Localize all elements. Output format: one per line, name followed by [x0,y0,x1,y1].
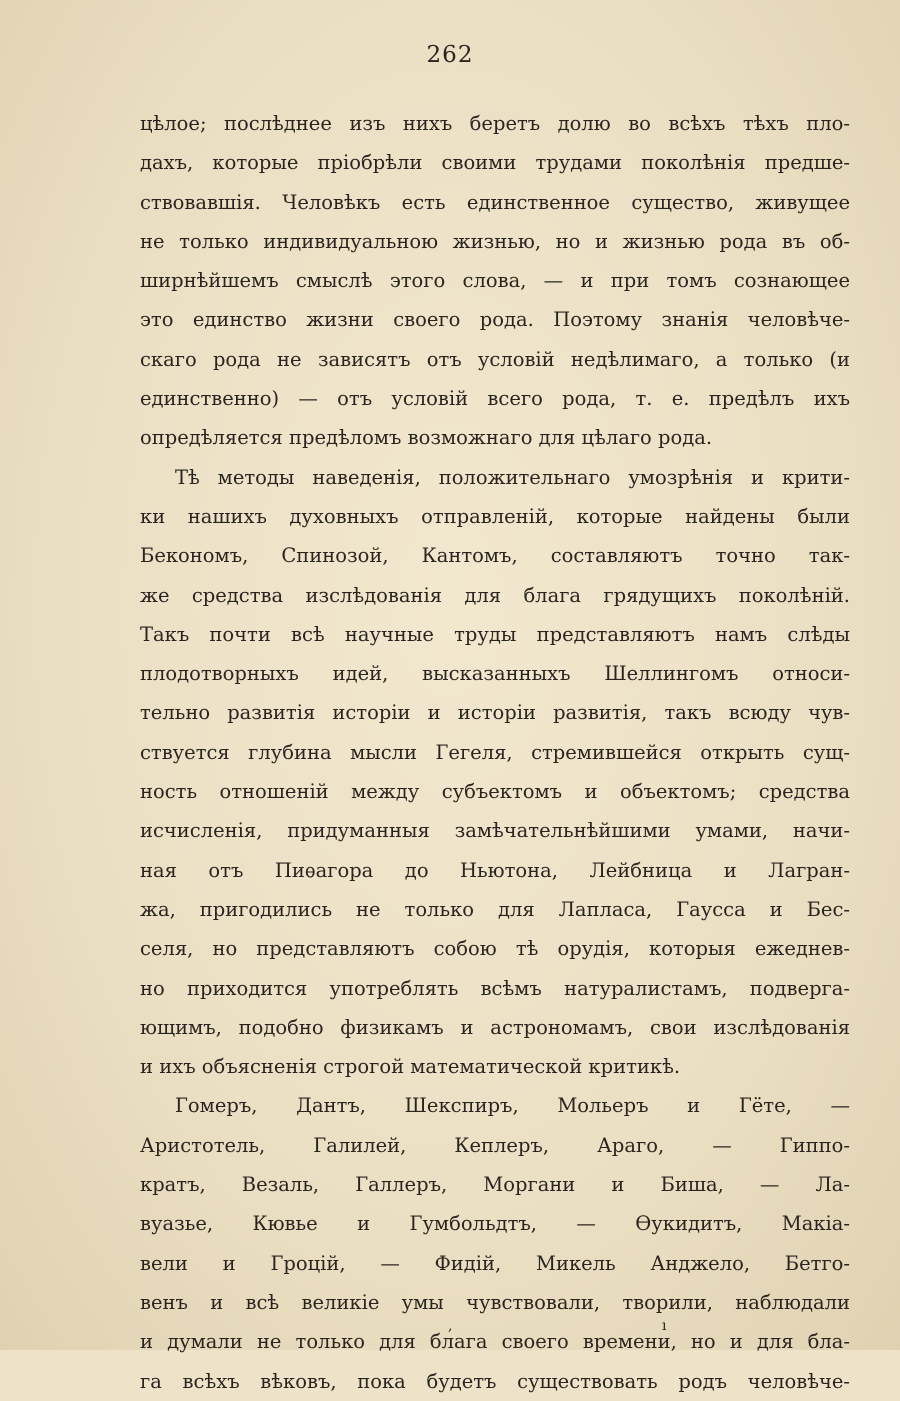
text-line: тельно развитія исторіи и исторіи развитія, такъ всюду чув- [140,701,850,725]
text-line: ствовавшія. Человѣкъ есть единственное существо, живущее [140,190,850,214]
paragraph-2 [140,458,850,1087]
text-line: Бекономъ, Спинозой, Кантомъ, составляютъ точно так- [140,544,850,568]
text-line: скаго рода не зависятъ отъ условій недѣлимаго, а только (и [140,347,850,371]
text-line: вели и Гроцій, — Фидій, Микель Анджело, Бетго- [140,1251,850,1275]
text-line: венъ и всѣ великіе умы чувствовали, творили, наблюдали [140,1290,850,1314]
text-line: ная отъ Пиѳагора до Ньютона, Лейбница и Лагран- [140,858,850,882]
text-line: опредѣляется предѣломъ возможнаго для цѣлаго рода. [140,426,713,450]
page-number: 262 [426,42,474,68]
text-line: жа, пригодились не только для Лапласа, Гаусса и Бес- [140,897,850,921]
text-line: Аристотель, Галилей, Кеплеръ, Араго, — Гиппо- [140,1133,850,1157]
text-line: же средства изслѣдованія для блага грядущихъ поколѣній. [140,583,850,607]
text-line: цѣлое; послѣднее изъ нихъ беретъ долю во всѣхъ тѣхъ пло- [140,112,850,135]
text-line: но приходится употреблять всѣмъ натуралистамъ, подверга- [140,976,850,1000]
text-line: не только индивидуальною жизнью, но и жизнью рода въ об- [140,229,850,253]
text-line: ющимъ, подобно физикамъ и астрономамъ, свои изслѣдованія [140,1015,850,1039]
text-line: исчисленія, придуманныя замѣчательнѣйшими умами, начи- [140,819,850,843]
text-line: и думали не только для блага своего времени, но и для бла- [140,1330,850,1354]
text-line: ширнѣйшемъ смыслѣ этого слова, — и при томъ сознающее [140,269,850,293]
paragraph-3 [140,1086,850,1400]
text-line: Тѣ методы наведенія, положительнаго умозрѣнія и крити- [175,465,850,489]
footer-mark: , [448,1318,453,1334]
text-line: ки нашихъ духовныхъ отправленій, которые найдены были [140,504,850,528]
text-line: га всѣхъ вѣковъ, пока будетъ существовать родъ человѣче- [140,1369,850,1393]
text-line: и ихъ объясненія строгой математической критикѣ. [140,1055,681,1079]
text-line: вуазье, Кювье и Гумбольдтъ, — Ѳукидитъ, Макіа- [140,1212,850,1236]
text-line: ствуется глубина мысли Гегеля, стремившейся открыть сущ- [140,740,850,764]
footer-mark: ı [662,1318,667,1334]
text-line: ность отношеній между субъектомъ и объектомъ; средства [140,780,850,804]
text-line: кратъ, Везаль, Галлеръ, Моргани и Биша, — Ла- [140,1173,850,1197]
body-text [140,104,850,1401]
text-line: дахъ, которые пріобрѣли своими трудами поколѣнія предше- [140,151,850,175]
text-line: единственно) — отъ условій всего рода, т. е. предѣлъ ихъ [140,387,850,411]
text-line: это единство жизни своего рода. Поэтому знанія человѣче- [140,308,850,332]
text-line: селя, но представляютъ собою тѣ орудія, которыя ежеднев- [140,937,850,961]
paragraph-1 [140,104,850,458]
text-line: плодотворныхъ идей, высказанныхъ Шеллингомъ относи- [140,662,850,686]
text-line: Такъ почти всѣ научные труды представляютъ намъ слѣды [140,622,850,646]
text-line: Гомеръ, Дантъ, Шекспиръ, Мольеръ и Гёте, — [175,1094,850,1118]
